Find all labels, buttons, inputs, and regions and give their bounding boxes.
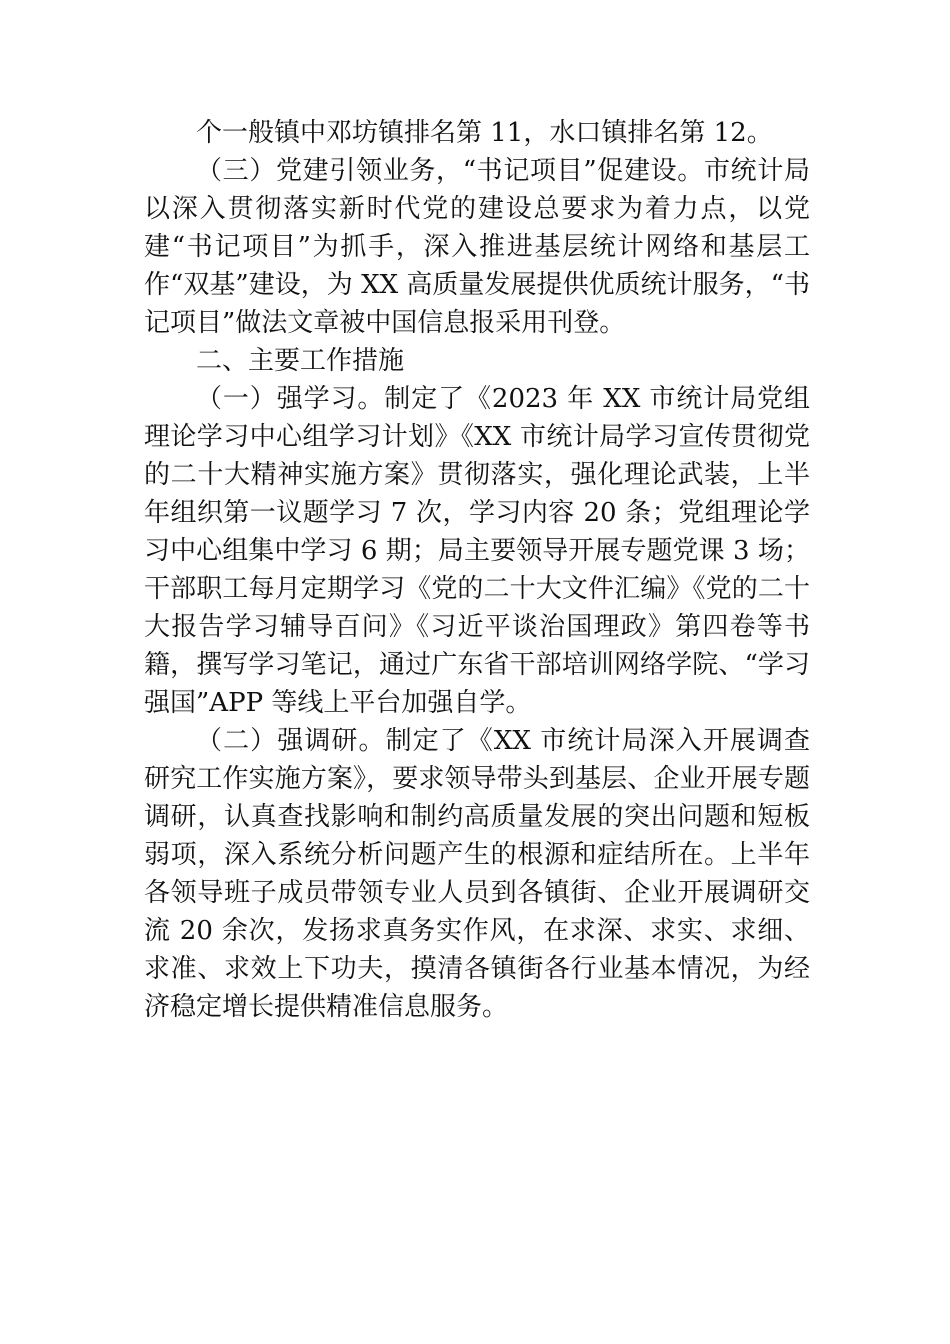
paragraph-ranking: 个一般镇中邓坊镇排名第 11，水口镇排名第 12。 xyxy=(196,118,773,148)
paragraph-study: （一）强学习。制定了《2023 年 XX 市统计局党组理论学习中心组学习计划》《XX 市统计局学习宣传贯彻党的二十大精神实施方案》贯彻落实，强化理论武装，上半年组织第一议题学习 7 次，学习内容 20 条；党组理论学习中心组集中学习 6 期；局主要领导开展专题党课 3 场；干部职工每月定期学习《党的二十大文件汇编》《党的二十大报告学习辅导百问》《习近平谈治国理政》第四卷等书籍，撰写学习笔记，通过广东省干部培训网络学院、“学习强国”APP 等线上平台加强自学。 xyxy=(144,384,810,718)
section-heading-main-measures: 二、主要工作措施 xyxy=(196,346,405,376)
paragraph-party-building: （三）党建引领业务，“书记项目”促建设。市统计局以深入贯彻落实新时代党的建设总要求为着力点，以党建“书记项目”为抓手，深入推进基层统计网络和基层工作“双基”建设，为 XX 高质量发展提供优质统计服务，“书记项目”做法文章被中国信息报采用刊登。 xyxy=(144,156,810,338)
document-body xyxy=(144,114,810,1026)
paragraph-research: （二）强调研。制定了《XX 市统计局深入开展调查研究工作实施方案》，要求领导带头到基层、企业开展专题调研，认真查找影响和制约高质量发展的突出问题和短板弱项，深入系统分析问题产生的根源和症结所在。上半年各领导班子成员带领专业人员到各镇街、企业开展调研交流 20 余次，发扬求真务实作风，在求深、求实、求细、求准、求效上下功夫，摸清各镇街各行业基本情况，为经济稳定增长提供精准信息服务。 xyxy=(144,726,810,1022)
